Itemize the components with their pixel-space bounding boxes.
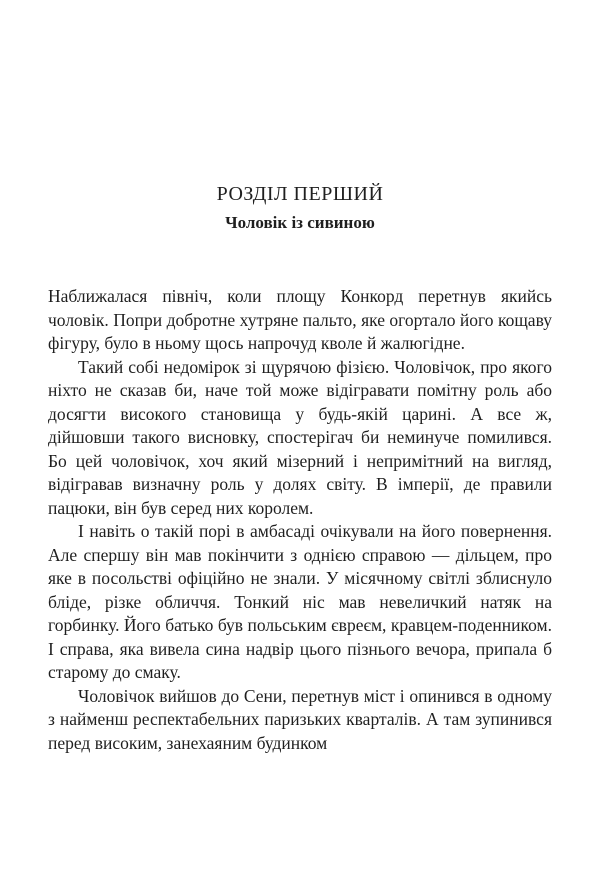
paragraph: І навіть о такій порі в амбасаді очікували на його повернення. Але спершу він мав покінчити з однією справою — дільцем, про яке в посольстві офіційно не знали. У місячному світлі зблиснуло бліде, різке обличчя. Тонкий ніс мав невеличкий натяк на горбинку. Його батько був польським євреєм, кравцем-поденником. І справа, яка вивела сина надвір цього пізнього вечора, припала б старому до смаку. (48, 521, 552, 682)
body-text (0, 285, 600, 755)
chapter-title: РОЗДІЛ ПЕРШИЙ (216, 183, 384, 205)
chapter-subtitle: Чоловік із сивиною (225, 213, 375, 232)
chapter-head (0, 0, 600, 233)
paragraph: Чоловічок вийшов до Сени, перетнув міст і опинився в одному з найменш респектабельних паризьких кварталів. А там зупинився перед високим, занехаяним будинком (48, 685, 552, 753)
paragraph: Такий собі недомірок зі щурячою фізією. Чоловічок, про якого ніхто не сказав би, наче той може відігравати помітну роль або досягти високого становища у будь-якій царині. А все ж, дійшовши такого висновку, спостерігач би неминуче помилився. Бо цей чоловічок, хоч який мізерний і непримітний на вигляд, відігравав визначну роль у долях світу. В імперії, де правили пацюки, він був серед них королем. (48, 356, 552, 518)
paragraph: Наближалася північ, коли площу Конкорд перетнув якийсь чоловік. Попри добротне хутряне пальто, яке огортало його кощаву фігуру, було в ньому щось напрочуд кволе й жалюгідне. (48, 286, 552, 353)
